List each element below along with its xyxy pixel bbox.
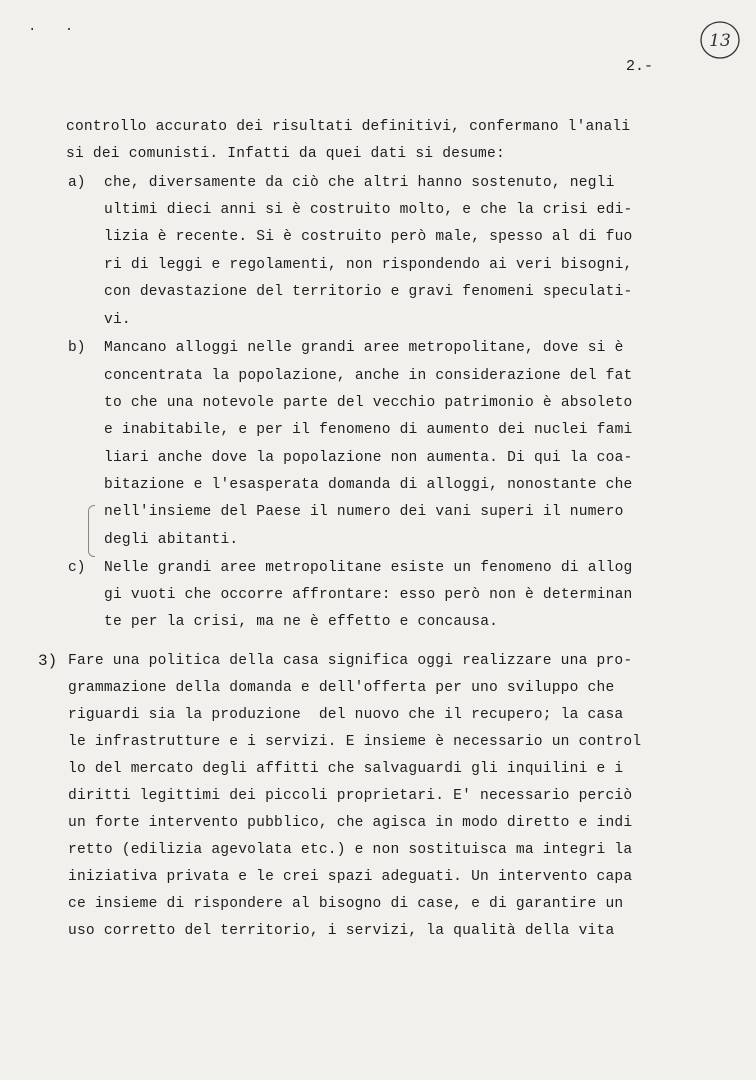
item-b-line: bitazione e l'esasperata domanda di alloggi, nonostante che (104, 477, 633, 493)
item-b-line: nell'insieme del Paese il numero dei vani superi il numero (104, 504, 624, 520)
item-b-line: Mancano alloggi nelle grandi aree metropolitane, dove si è (104, 340, 624, 356)
item-a-line: che, diversamente da ciò che altri hanno sostenuto, negli (104, 175, 615, 191)
item-a-line: con devastazione del territorio e gravi fenomeni speculati- (104, 284, 633, 300)
stamp-circle-icon (698, 18, 742, 62)
point3-line: retto (edilizia agevolata etc.) e non sostituisca ma integri la (68, 842, 633, 858)
item-marker-c: c) (68, 560, 86, 576)
item-b-line: liari anche dove la popolazione non aumenta. Di qui la coa- (104, 450, 633, 466)
item-b-line: concentrata la popolazione, anche in considerazione del fat (104, 368, 633, 384)
item-b-line: degli abitanti. (104, 532, 239, 548)
point-marker-3: 3) (38, 652, 58, 670)
margin-bracket (88, 505, 95, 557)
item-marker-b: b) (68, 340, 86, 356)
stamp-number: 13 (709, 31, 731, 51)
item-a-line: lizia è recente. Si è costruito però male, spesso al di fuo (104, 229, 633, 245)
item-b-line: to che una notevole parte del vecchio patrimonio è absoleto (104, 395, 633, 411)
point3-line: ce insieme di rispondere al bisogno di case, e di garantire un (68, 896, 624, 912)
point3-line: riguardi sia la produzione del nuovo che il recupero; la casa (68, 707, 624, 723)
point3-line: grammazione della domanda e dell'offerta per uno sviluppo che (68, 680, 615, 696)
corner-marks: · · (28, 22, 84, 38)
point3-line: iniziativa privata e le crei spazi adeguati. Un intervento capa (68, 869, 633, 885)
point3-line: Fare una politica della casa significa oggi realizzare una pro- (68, 653, 633, 669)
item-c-line: gi vuoti che occorre affrontare: esso però non è determinan (104, 587, 633, 603)
item-c-line: Nelle grandi aree metropolitane esiste un fenomeno di allog (104, 560, 633, 576)
point3-line: le infrastrutture e i servizi. E insieme è necessario un control (68, 734, 642, 750)
page-number: 2.- (626, 58, 654, 75)
item-marker-a: a) (68, 175, 86, 191)
item-c-line: te per la crisi, ma ne è effetto e concausa. (104, 614, 499, 630)
intro-line: si dei comunisti. Infatti da quei dati si desume: (66, 146, 505, 162)
point3-line: diritti legittimi dei piccoli proprietari. E' necessario perciò (68, 788, 633, 804)
point3-line: lo del mercato degli affitti che salvaguardi gli inquilini e i (68, 761, 624, 777)
point3-line: un forte intervento pubblico, che agisca in modo diretto e indi (68, 815, 633, 831)
page-stamp (698, 18, 742, 62)
item-a-line: ultimi dieci anni si è costruito molto, e che la crisi edi- (104, 202, 633, 218)
item-a-line: vi. (104, 312, 131, 328)
point3-line: uso corretto del territorio, i servizi, la qualità della vita (68, 923, 615, 939)
item-a-line: ri di leggi e regolamenti, non rispondendo ai veri bisogni, (104, 257, 633, 273)
item-b-line: e inabitabile, e per il fenomeno di aumento dei nuclei fami (104, 422, 633, 438)
intro-line: controllo accurato dei risultati definitivi, confermano l'anali (66, 119, 631, 135)
